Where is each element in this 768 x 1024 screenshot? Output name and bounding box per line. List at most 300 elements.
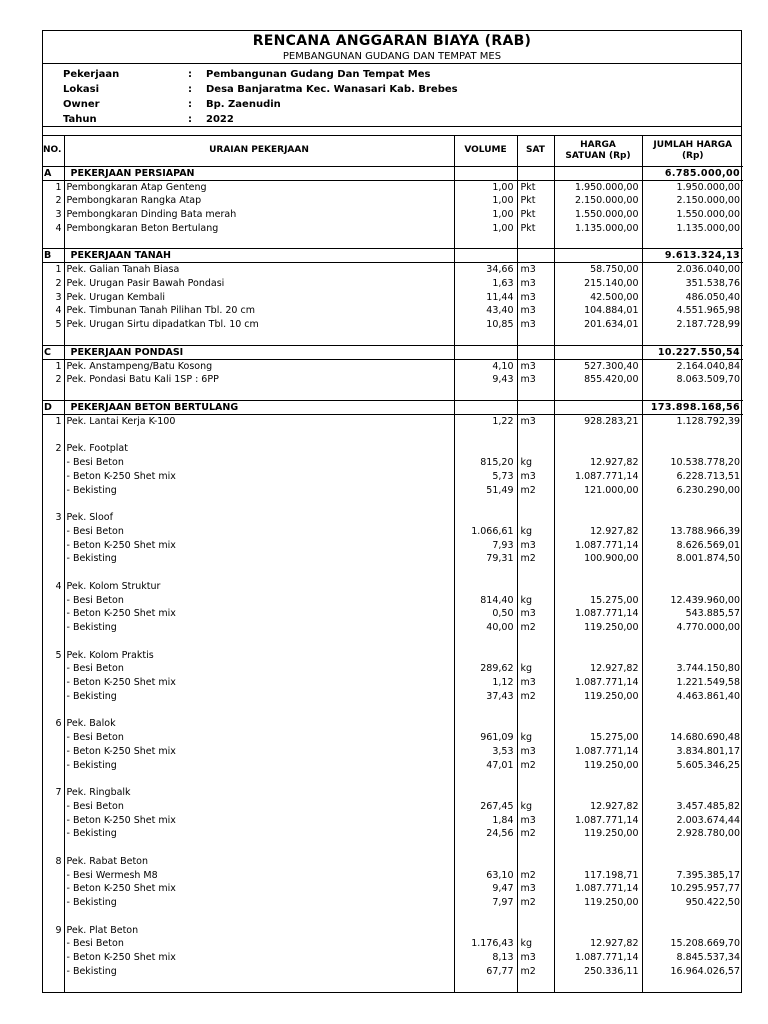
cell-jumlah-harga: [642, 717, 743, 731]
info-value: Pembangunan Gudang Dan Tempat Mes: [206, 69, 431, 80]
cell-jumlah-harga: [642, 855, 743, 869]
table-row: [43, 194, 743, 208]
cell-jumlah-harga: [642, 772, 743, 786]
cell-no: [43, 841, 64, 855]
cell-no: [43, 428, 64, 442]
cell-sat: [517, 703, 554, 717]
cell-volume: 814,40: [454, 593, 517, 607]
col-header-jumlah-line1: JUMLAH HARGA: [653, 139, 733, 150]
cell-jumlah-harga: 4.770.000,00: [676, 622, 740, 634]
cell-harga-satuan: [554, 648, 642, 662]
section-row: [43, 401, 743, 415]
cell-jumlah-harga: 6.230.290,00: [676, 484, 740, 496]
cell-uraian: Pek. Sloof: [64, 511, 454, 525]
cell-harga-satuan: 1.135.000,00: [554, 221, 642, 235]
cell-sat: Pkt: [517, 221, 554, 235]
cell-jumlah-harga: [642, 635, 743, 649]
cell-harga-satuan: [554, 786, 642, 800]
cell-no: 1: [43, 263, 64, 277]
cell-harga-satuan: [554, 923, 642, 937]
cell-uraian: [64, 332, 454, 346]
cell-no: [43, 456, 64, 470]
cell-uraian: - Besi Beton: [64, 937, 454, 951]
rab-table: [43, 136, 743, 992]
info-colon: :: [188, 69, 192, 80]
cell-uraian: Pek. Rabat Beton: [64, 855, 454, 869]
cell-jumlah-harga: 3.457.485,82: [676, 800, 740, 812]
cell-harga-satuan: 1.087.771,14: [554, 745, 642, 759]
cell-volume: 1,63: [454, 277, 517, 291]
info-label: Pekerjaan: [63, 69, 120, 80]
cell-sat: m2: [517, 690, 554, 704]
cell-no: 4: [43, 304, 64, 318]
info-label: Tahun: [63, 114, 97, 125]
cell-jumlah-harga: 1.135.000,00: [676, 222, 740, 234]
cell-volume: 11,44: [454, 290, 517, 304]
cell-jumlah-harga: 173.898.168,56: [642, 401, 743, 415]
cell-harga-satuan: [554, 717, 642, 731]
table-row: [43, 263, 743, 277]
cell-volume: 47,01: [454, 758, 517, 772]
cell-sat: [517, 717, 554, 731]
cell-volume: [454, 345, 517, 359]
cell-volume: 1,00: [454, 221, 517, 235]
cell-volume: 7,97: [454, 896, 517, 910]
cell-uraian: - Bekisting: [64, 827, 454, 841]
cell-harga-satuan: 119.250,00: [554, 827, 642, 841]
info-value: Desa Banjaratma Kec. Wanasari Kab. Brebes: [206, 84, 458, 95]
cell-uraian: - Beton K-250 Shet mix: [64, 745, 454, 759]
cell-uraian: Pek. Timbunan Tanah Pilihan Tbl. 20 cm: [64, 304, 454, 318]
cell-volume: [454, 717, 517, 731]
col-header-jumlah: [642, 136, 743, 166]
cell-harga-satuan: 42.500,00: [554, 290, 642, 304]
table-row: [43, 855, 743, 869]
cell-jumlah-harga: 14.680.690,48: [670, 732, 740, 744]
table-row: [43, 277, 743, 291]
cell-sat: kg: [517, 593, 554, 607]
cell-no: 1: [43, 180, 64, 194]
cell-harga-satuan: 1.087.771,14: [554, 813, 642, 827]
cell-no: [43, 731, 64, 745]
cell-no: [43, 827, 64, 841]
cell-no: [43, 690, 64, 704]
cell-no: [43, 552, 64, 566]
cell-volume: 3,53: [454, 745, 517, 759]
cell-uraian: [64, 387, 454, 401]
cell-volume: 815,20: [454, 456, 517, 470]
cell-uraian: PEKERJAAN PERSIAPAN: [64, 166, 454, 180]
table-row: [43, 951, 743, 965]
cell-jumlah-harga: [642, 428, 743, 442]
cell-volume: [454, 855, 517, 869]
cell-uraian: - Bekisting: [64, 552, 454, 566]
blank-row: [43, 428, 743, 442]
info-label: Lokasi: [63, 84, 100, 95]
cell-no: [43, 621, 64, 635]
table-row: [43, 470, 743, 484]
cell-no: [43, 937, 64, 951]
cell-sat: m3: [517, 277, 554, 291]
cell-harga-satuan: [554, 442, 642, 456]
cell-uraian: [64, 566, 454, 580]
cell-sat: m3: [517, 676, 554, 690]
cell-uraian: [64, 978, 454, 992]
table-row: [43, 868, 743, 882]
cell-no: [43, 235, 64, 249]
cell-harga-satuan: 527.300,40: [554, 359, 642, 373]
cell-uraian: PEKERJAAN TANAH: [64, 249, 454, 263]
cell-sat: m3: [517, 607, 554, 621]
cell-uraian: Pek. Pondasi Batu Kali 1SP : 6PP: [64, 373, 454, 387]
cell-sat: Pkt: [517, 208, 554, 222]
cell-no: [43, 635, 64, 649]
cell-no: [43, 607, 64, 621]
cell-jumlah-harga: [642, 235, 743, 249]
table-row: [43, 731, 743, 745]
cell-volume: 267,45: [454, 800, 517, 814]
cell-volume: 1.176,43: [454, 937, 517, 951]
cell-volume: [454, 235, 517, 249]
table-row: [43, 882, 743, 896]
cell-volume: 1,00: [454, 180, 517, 194]
cell-jumlah-harga: [642, 511, 743, 525]
cell-volume: 67,77: [454, 965, 517, 979]
cell-harga-satuan: 855.420,00: [554, 373, 642, 387]
cell-harga-satuan: [554, 332, 642, 346]
cell-no: 3: [43, 290, 64, 304]
cell-sat: m3: [517, 745, 554, 759]
cell-harga-satuan: 215.140,00: [554, 277, 642, 291]
section-row: [43, 345, 743, 359]
cell-harga-satuan: 928.283,21: [554, 415, 642, 429]
cell-no: [43, 951, 64, 965]
info-value: Bp. Zaenudin: [206, 99, 281, 110]
cell-volume: 5,73: [454, 470, 517, 484]
blank-row: [43, 387, 743, 401]
table-row: [43, 415, 743, 429]
cell-no: C: [43, 345, 64, 359]
cell-volume: [454, 635, 517, 649]
cell-volume: [454, 332, 517, 346]
cell-jumlah-harga: 950.422,50: [685, 897, 740, 909]
cell-sat: [517, 497, 554, 511]
cell-volume: 0,50: [454, 607, 517, 621]
cell-no: 2: [43, 373, 64, 387]
blank-row: [43, 332, 743, 346]
cell-sat: m3: [517, 415, 554, 429]
cell-sat: [517, 428, 554, 442]
cell-sat: [517, 235, 554, 249]
col-header-harga: [554, 136, 642, 166]
table-row: [43, 965, 743, 979]
cell-sat: [517, 345, 554, 359]
cell-no: [43, 525, 64, 539]
cell-uraian: [64, 235, 454, 249]
col-header-volume: VOLUME: [454, 136, 517, 166]
cell-jumlah-harga: 2.928.780,00: [676, 828, 740, 840]
blank-row: [43, 772, 743, 786]
cell-sat: [517, 978, 554, 992]
table-row: [43, 896, 743, 910]
cell-harga-satuan: [554, 855, 642, 869]
cell-uraian: - Beton K-250 Shet mix: [64, 676, 454, 690]
cell-sat: [517, 387, 554, 401]
cell-no: 5: [43, 648, 64, 662]
cell-sat: m3: [517, 538, 554, 552]
cell-no: A: [43, 166, 64, 180]
cell-jumlah-harga: 7.395.385,17: [676, 869, 740, 881]
cell-sat: [517, 910, 554, 924]
cell-sat: m3: [517, 813, 554, 827]
cell-sat: [517, 923, 554, 937]
cell-harga-satuan: 15.275,00: [554, 731, 642, 745]
cell-uraian: - Beton K-250 Shet mix: [64, 813, 454, 827]
table-row: [43, 359, 743, 373]
cell-uraian: PEKERJAAN PONDASI: [64, 345, 454, 359]
cell-uraian: - Besi Wermesh M8: [64, 868, 454, 882]
cell-volume: 79,31: [454, 552, 517, 566]
cell-sat: m2: [517, 552, 554, 566]
cell-harga-satuan: 12.927,82: [554, 456, 642, 470]
cell-sat: m3: [517, 470, 554, 484]
cell-harga-satuan: 119.250,00: [554, 690, 642, 704]
cell-no: [43, 470, 64, 484]
cell-harga-satuan: 15.275,00: [554, 593, 642, 607]
blank-row: [43, 497, 743, 511]
cell-sat: kg: [517, 662, 554, 676]
cell-harga-satuan: 58.750,00: [554, 263, 642, 277]
cell-harga-satuan: 12.927,82: [554, 525, 642, 539]
blank-row: [43, 566, 743, 580]
cell-jumlah-harga: 1.950.000,00: [676, 181, 740, 193]
cell-uraian: Pek. Footplat: [64, 442, 454, 456]
blank-row: [43, 978, 743, 992]
cell-harga-satuan: 117.198,71: [554, 868, 642, 882]
cell-sat: m2: [517, 965, 554, 979]
table-row: [43, 827, 743, 841]
cell-volume: 40,00: [454, 621, 517, 635]
cell-harga-satuan: 119.250,00: [554, 621, 642, 635]
cell-volume: [454, 249, 517, 263]
cell-no: [43, 538, 64, 552]
cell-jumlah-harga: 1.550.000,00: [676, 208, 740, 220]
cell-volume: [454, 772, 517, 786]
cell-jumlah-harga: 486.050,40: [685, 291, 740, 303]
cell-no: [43, 593, 64, 607]
cell-sat: [517, 635, 554, 649]
info-value: 2022: [206, 114, 234, 125]
cell-jumlah-harga: 3.834.801,17: [676, 745, 740, 757]
cell-uraian: - Bekisting: [64, 690, 454, 704]
cell-uraian: Pek. Kolom Praktis: [64, 648, 454, 662]
cell-uraian: Pek. Urugan Sirtu dipadatkan Tbl. 10 cm: [64, 318, 454, 332]
cell-sat: m3: [517, 263, 554, 277]
cell-volume: [454, 923, 517, 937]
cell-jumlah-harga: [642, 387, 743, 401]
cell-volume: 1,12: [454, 676, 517, 690]
cell-harga-satuan: 104.884,01: [554, 304, 642, 318]
cell-volume: [454, 580, 517, 594]
blank-row: [43, 841, 743, 855]
cell-harga-satuan: [554, 841, 642, 855]
cell-volume: [454, 401, 517, 415]
cell-uraian: [64, 703, 454, 717]
cell-no: 4: [43, 580, 64, 594]
cell-no: [43, 745, 64, 759]
cell-harga-satuan: [554, 566, 642, 580]
table-row: [43, 662, 743, 676]
cell-sat: kg: [517, 800, 554, 814]
cell-jumlah-harga: [642, 332, 743, 346]
cell-uraian: [64, 772, 454, 786]
cell-no: [43, 332, 64, 346]
cell-jumlah-harga: 10.295.957,77: [670, 883, 740, 895]
cell-sat: [517, 841, 554, 855]
cell-volume: 1,00: [454, 208, 517, 222]
cell-no: 8: [43, 855, 64, 869]
cell-no: [43, 703, 64, 717]
cell-harga-satuan: [554, 635, 642, 649]
table-row: [43, 593, 743, 607]
cell-volume: 37,43: [454, 690, 517, 704]
cell-no: 6: [43, 717, 64, 731]
cell-jumlah-harga: 3.744.150,80: [676, 663, 740, 675]
cell-uraian: - Bekisting: [64, 896, 454, 910]
cell-no: [43, 965, 64, 979]
cell-harga-satuan: [554, 166, 642, 180]
cell-jumlah-harga: [642, 910, 743, 924]
cell-volume: [454, 648, 517, 662]
cell-harga-satuan: 12.927,82: [554, 800, 642, 814]
cell-no: B: [43, 249, 64, 263]
cell-no: [43, 676, 64, 690]
cell-jumlah-harga: [642, 841, 743, 855]
cell-no: 2: [43, 442, 64, 456]
cell-harga-satuan: 1.087.771,14: [554, 607, 642, 621]
table-row: [43, 923, 743, 937]
cell-sat: m3: [517, 882, 554, 896]
cell-jumlah-harga: 6.228.713,51: [676, 470, 740, 482]
table-row: [43, 607, 743, 621]
info-colon: :: [188, 114, 192, 125]
table-row: [43, 813, 743, 827]
cell-uraian: Pek. Ringbalk: [64, 786, 454, 800]
cell-volume: 43,40: [454, 304, 517, 318]
cell-uraian: - Bekisting: [64, 965, 454, 979]
cell-jumlah-harga: 16.964.026,57: [670, 965, 740, 977]
cell-jumlah-harga: 543.885,57: [685, 608, 740, 620]
cell-no: 5: [43, 318, 64, 332]
cell-sat: m3: [517, 304, 554, 318]
cell-uraian: Pek. Urugan Kembali: [64, 290, 454, 304]
cell-harga-satuan: [554, 249, 642, 263]
cell-volume: 4,10: [454, 359, 517, 373]
cell-volume: 63,10: [454, 868, 517, 882]
cell-harga-satuan: [554, 428, 642, 442]
cell-no: [43, 882, 64, 896]
document-title: RENCANA ANGGARAN BIAYA (RAB): [252, 33, 532, 49]
cell-no: [43, 800, 64, 814]
cell-harga-satuan: 2.150.000,00: [554, 194, 642, 208]
cell-harga-satuan: 1.087.771,14: [554, 676, 642, 690]
cell-sat: [517, 166, 554, 180]
table-row: [43, 745, 743, 759]
cell-uraian: - Bekisting: [64, 758, 454, 772]
cell-no: [43, 758, 64, 772]
cell-jumlah-harga: 4.463.861,40: [676, 690, 740, 702]
cell-jumlah-harga: 4.551.965,98: [676, 305, 740, 317]
cell-jumlah-harga: 8.845.537,34: [676, 952, 740, 964]
cell-harga-satuan: [554, 387, 642, 401]
info-label: Owner: [63, 99, 100, 110]
cell-harga-satuan: 121.000,00: [554, 483, 642, 497]
cell-jumlah-harga: 6.785.000,00: [642, 166, 743, 180]
cell-harga-satuan: 119.250,00: [554, 896, 642, 910]
cell-sat: m2: [517, 758, 554, 772]
cell-sat: m3: [517, 359, 554, 373]
table-header-row: [43, 136, 743, 166]
cell-volume: [454, 442, 517, 456]
cell-uraian: Pek. Kolom Struktur: [64, 580, 454, 594]
cell-volume: 24,56: [454, 827, 517, 841]
cell-uraian: - Besi Beton: [64, 731, 454, 745]
cell-no: 4: [43, 221, 64, 235]
cell-jumlah-harga: [642, 703, 743, 717]
cell-sat: [517, 772, 554, 786]
cell-harga-satuan: [554, 910, 642, 924]
cell-harga-satuan: [554, 703, 642, 717]
section-row: [43, 166, 743, 180]
cell-uraian: - Besi Beton: [64, 593, 454, 607]
table-row: [43, 483, 743, 497]
cell-jumlah-harga: [642, 497, 743, 511]
cell-sat: [517, 332, 554, 346]
spacer-row: [43, 127, 741, 136]
cell-sat: m2: [517, 868, 554, 882]
cell-jumlah-harga: [642, 566, 743, 580]
cell-uraian: Pek. Lantai Kerja K-100: [64, 415, 454, 429]
cell-no: 3: [43, 511, 64, 525]
cell-sat: m3: [517, 373, 554, 387]
blank-row: [43, 635, 743, 649]
cell-sat: m3: [517, 290, 554, 304]
cell-sat: [517, 249, 554, 263]
cell-volume: [454, 511, 517, 525]
cell-jumlah-harga: [642, 580, 743, 594]
cell-harga-satuan: 1.087.771,14: [554, 882, 642, 896]
cell-uraian: [64, 910, 454, 924]
cell-jumlah-harga: 10.538.778,20: [670, 457, 740, 469]
cell-volume: 7,93: [454, 538, 517, 552]
cell-uraian: Pek. Balok: [64, 717, 454, 731]
cell-jumlah-harga: [642, 648, 743, 662]
cell-jumlah-harga: [642, 786, 743, 800]
cell-jumlah-harga: [642, 978, 743, 992]
cell-no: [43, 387, 64, 401]
cell-uraian: Pek. Anstampeng/Batu Kosong: [64, 359, 454, 373]
cell-harga-satuan: [554, 235, 642, 249]
table-row: [43, 304, 743, 318]
table-row: [43, 580, 743, 594]
cell-jumlah-harga: [642, 923, 743, 937]
cell-volume: 1,84: [454, 813, 517, 827]
cell-harga-satuan: 1.950.000,00: [554, 180, 642, 194]
cell-jumlah-harga: 12.439.960,00: [670, 594, 740, 606]
cell-sat: m2: [517, 896, 554, 910]
cell-harga-satuan: 12.927,82: [554, 937, 642, 951]
cell-sat: [517, 442, 554, 456]
